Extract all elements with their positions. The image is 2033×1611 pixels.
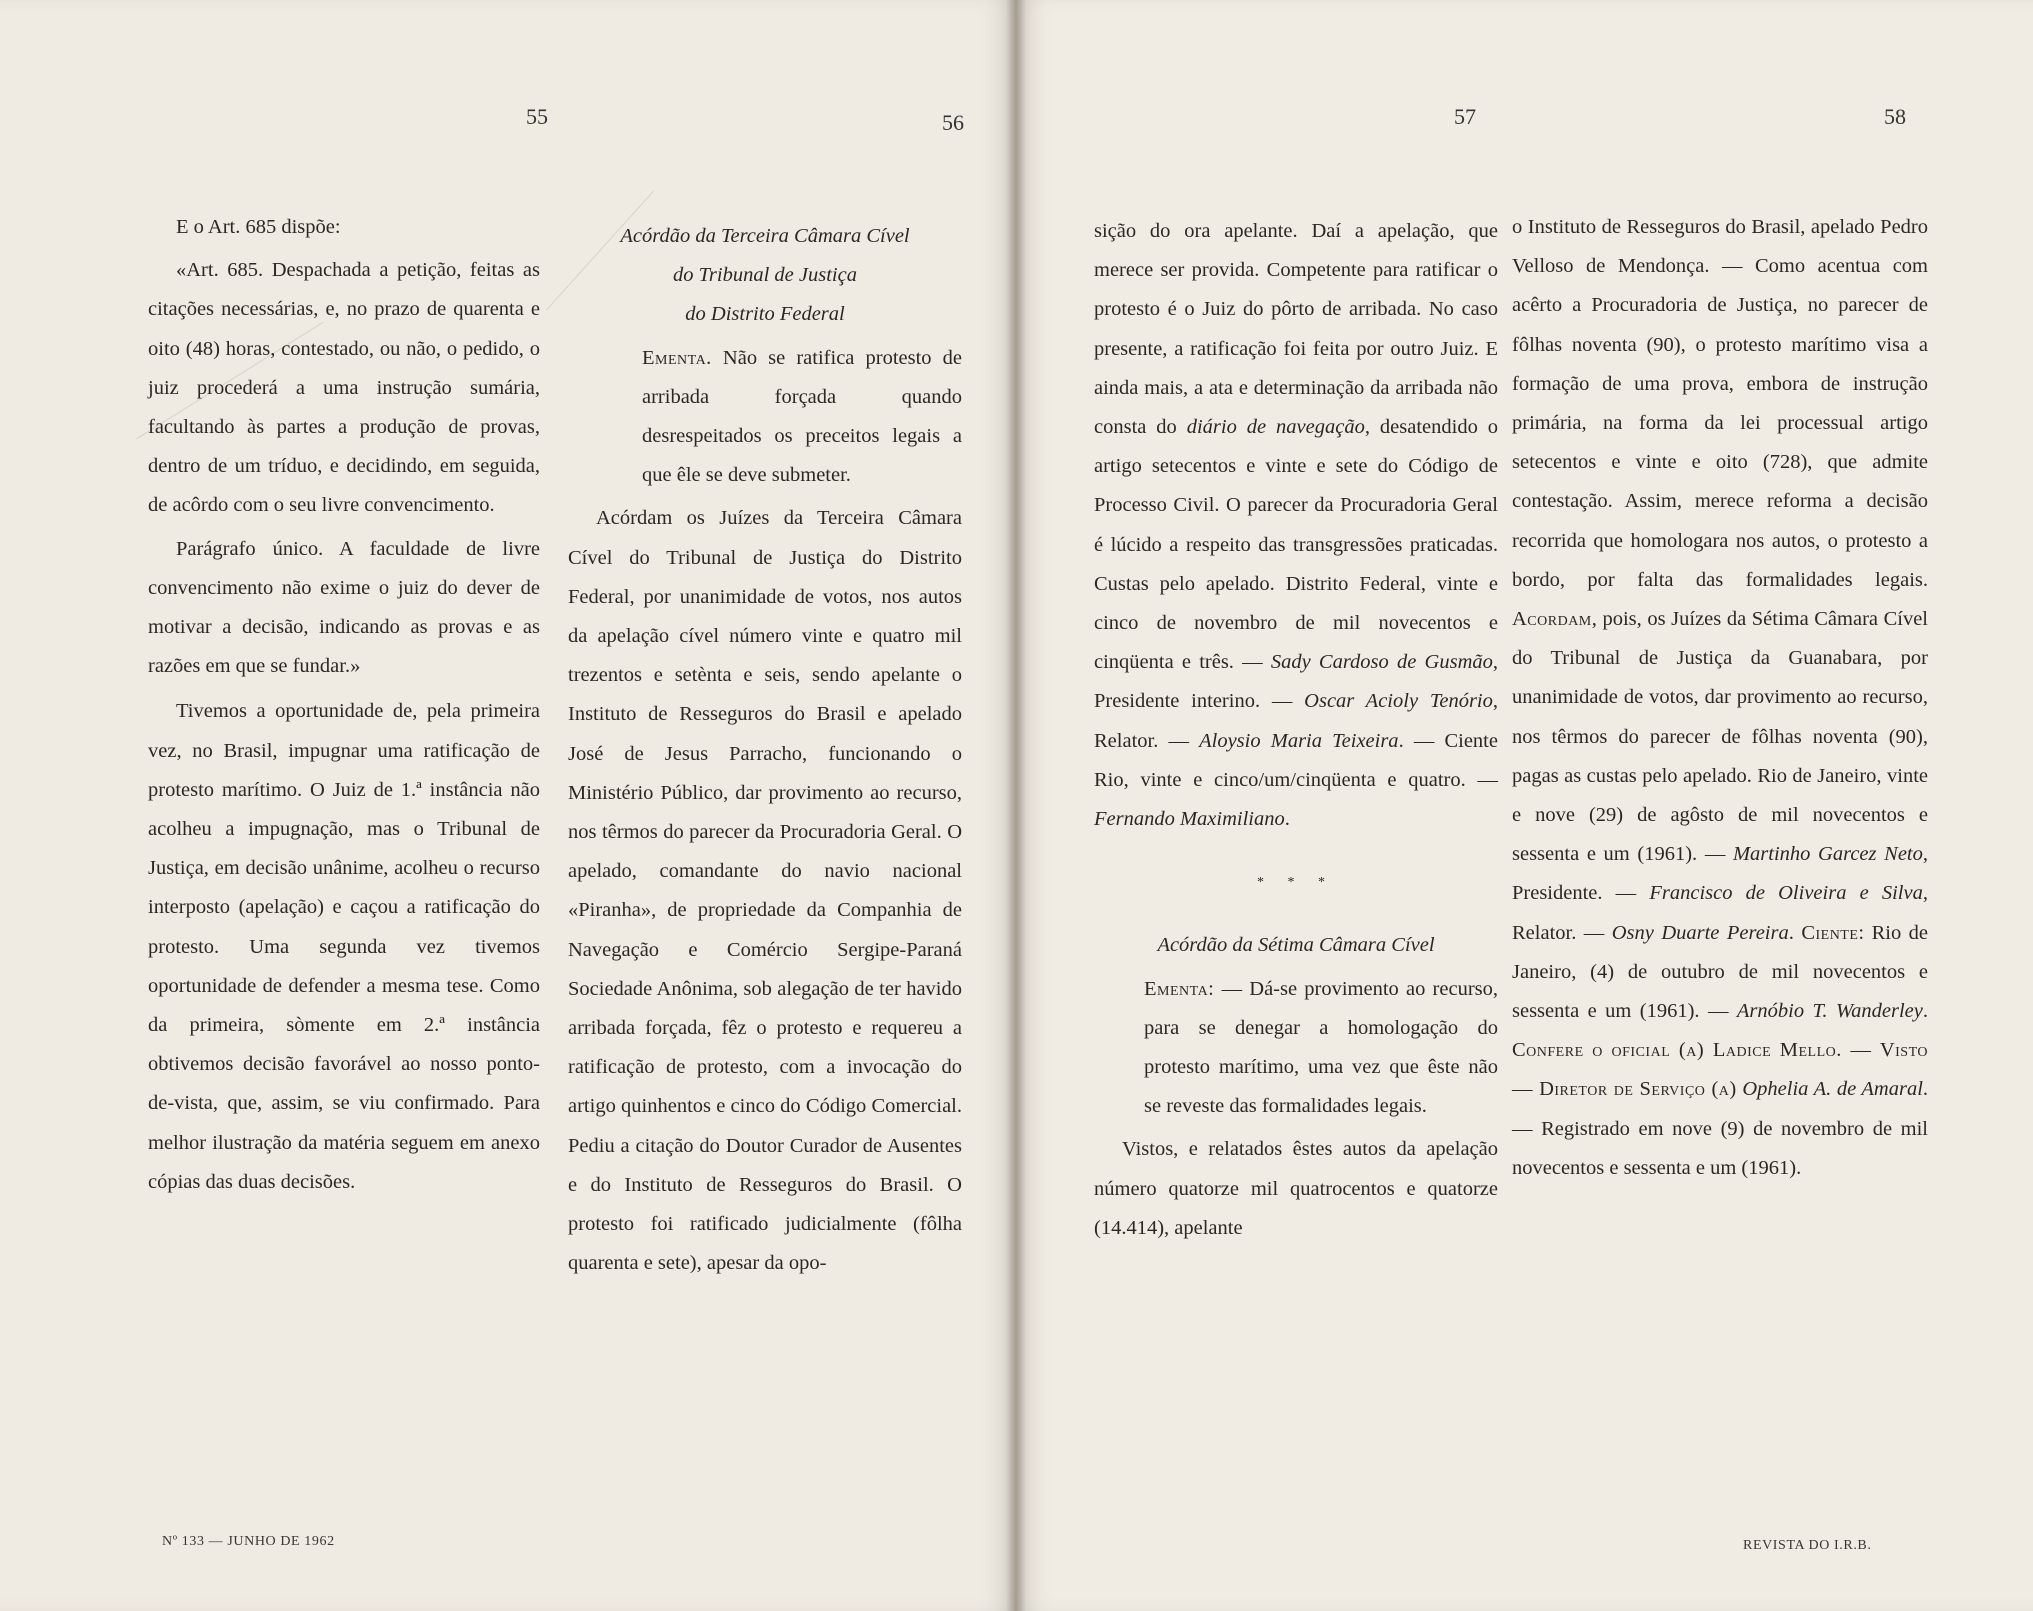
signature: Aloysio Maria Teixeira [1199, 729, 1399, 752]
paragraph: o Instituto de Resseguros do Brasil, apelado Pedro Velloso de Mendonça. — Como acentua com acêrto a Procuradoria de Justiça, no parecer de fôlhas noventa (90), o protesto marítimo visa a formação de uma prova, embora de instrução primária, na forma da lei processual artigo setecentos e vinte e oito (728), que admite contestação. Assim, merece reforma a decisão recorrida que homologara nos autos, o protesto a bordo, por falta das formalidades legais. Acordam, pois, os Juízes da Sétima Câmara Cível do Tribunal de Justiça da Guanabara, por unanimidade de votos, dar provimento ao recurso, nos têrmos do parecer de fôlhas noventa (90), pagas as custas pelo apelado. Rio de Janeiro, vinte e nove (29) de agôsto de mil novecentos e sessenta e um (1961). — Martinho Garcez Neto, Presidente. — Francisco de Oliveira e Silva, Relator. — Osny Duarte Pereira. Ciente: Rio de Janeiro, (4) de outubro de mil novecentos e sessenta e um (1961). — Arnóbio T. Wanderley. Confere o oficial (a) Ladice Mello. — Visto — Diretor de Serviço (a) Ophelia A. de Amaral. — Registrado em nove (9) de novembro de mil novecentos e sessenta e um (1961). [1512, 216, 1929, 1179]
quotation-art-685: «Art. 685. Despachada a petição, feitas as citações necessárias, e, no prazo de quarenta e oito (48) horas, contestado, ou não, o pedido, o juiz procederá a uma instrução sumária, facultando às partes a produção de provas, dentro de um tríduo, e decidindo, em seguida, de acôrdo com o seu livre convencimento. [148, 259, 540, 517]
ementa-label: Ementa. [642, 346, 712, 369]
quotation-paragrafo-unico: Parágrafo único. A faculdade de livre convencimento não exime o juiz do dever de motivar a decisão, indicando as provas e as razões em que se fundar.» [148, 537, 540, 678]
page-number-57: 57 [1454, 104, 1476, 129]
right-page [1016, 0, 2033, 1611]
footer-journal: REVISTA DO I.R.B. [1743, 1538, 1872, 1553]
page-number-58: 58 [1884, 104, 1906, 129]
column-page-55 [148, 208, 540, 1202]
signature: Oscar Acioly Tenório [1304, 690, 1493, 713]
page-number-55: 55 [526, 104, 548, 129]
section-heading: Acórdão da Sétima Câmara Cível [1157, 934, 1435, 957]
ementa-text: — Dá-se provimento ao recurso, para se denegar a homologação do protesto marítimo, uma vez que êste não se reveste das formalidades legais. [1144, 977, 1498, 1118]
signature: Fernando Maximiliano [1094, 808, 1285, 831]
paragraph: sição do ora apelante. Daí a apelação, que merece ser provida. Competente para ratificar o protesto é o Juiz do pôrto de arribada. No caso presente, a ratificação foi feita por outro Juiz. E ainda mais, a ata e determinação da arribada não consta do diário de navegação, desatendido o artigo setecentos e vinte e sete do Código de Processo Civil. O parecer da Procuradoria Geral é lúcido a respeito das transgressões praticadas. Custas pelo apelado. Distrito Federal, vinte e cinco de novembro de mil novecentos e cinqüenta e três. — Sady Cardoso de Gusmão, Presidente interino. — Oscar Acioly Tenório, Relator. — Aloysio Maria Teixeira. — Ciente Rio, vinte e cinco/um/cinqüenta e quatro. — Fernando Maximiliano. [1094, 220, 1499, 831]
ementa [568, 339, 962, 496]
left-page [0, 0, 1016, 1611]
ementa-text: Não se ratifica protesto de arribada forçada quando desrespeitados os preceitos legais a que êle se deve submeter. [642, 346, 962, 487]
signature: Martinho Garcez Neto [1732, 843, 1923, 866]
column-page-57 [1094, 212, 1498, 1248]
signature: Francisco de Oliveira e Silva [1649, 882, 1923, 905]
paragraph: E o Art. 685 dispõe: [176, 216, 341, 238]
paragraph: Acórdam os Juízes da Terceira Câmara Cível do Tribunal de Justiça do Distrito Federal, por unanimidade de votos, nos autos da apelação cível número vinte e quatro mil trezentos e setènta e seis, sendo apelante o Instituto de Resseguros do Brasil e apelado José de Jesus Parracho, funcionando o Ministério Público, dar provimento ao recurso, nos têrmos do parecer da Procuradoria Geral. O apelado, comandante do navio nacional «Piranha», de propriedade da Companhia de Navegação e Comércio Sergipe-Paraná Sociedade Anônima, sob alegação de ter havido arribada forçada, fêz o protesto e requereu a ratificação de protesto, com a invocação do artigo quinhentos e cinco do Código Comercial. Pediu a citação do Doutor Curador de Ausentes e do Instituto de Resseguros do Brasil. O protesto foi ratificado judicialmente (fôlha quarenta e sete), apesar da opo- [568, 507, 962, 1275]
section-heading: Acórdão da Terceira Câmara Cível [620, 225, 910, 247]
paragraph: Tivemos a oportunidade de, pela primeira vez, no Brasil, impugnar uma ratificação de protesto marítimo. O Juiz de 1.ª instância não acolheu a impugnação, mas o Tribunal de Justiça, em decisão unânime, acolheu o recurso interposto (apelação) e caçou a ratificação do protesto. Uma segunda vez tivemos oportunidade de defender a mesma tese. Como da primeira, sòmente em 2.ª instância obtivemos decisão favorável ao nosso ponto-de-vista, que, assim, se viu confirmado. Para melhor ilustração da matéria seguem em anexo cópias das duas decisões. [148, 700, 540, 1193]
signature: Sady Cardoso de Gusmão [1270, 651, 1493, 674]
page-number-56: 56 [942, 110, 964, 135]
ementa-label: Ementa: [1144, 977, 1215, 1000]
section-heading: do Distrito Federal [685, 303, 845, 326]
column-page-56 [568, 217, 962, 1283]
column-page-58 [1512, 208, 1928, 1188]
book-spine [1006, 0, 1026, 1611]
paragraph: Vistos, e relatados êstes autos da apelação número quatorze mil quatrocentos e quatorze (14.414), apelante [1094, 1138, 1498, 1239]
footer-issue: Nº 133 — JUNHO DE 1962 [162, 1534, 335, 1549]
section-divider: * * * [1257, 875, 1335, 891]
ementa [1094, 970, 1498, 1127]
signature: Ophelia A. de Amaral [1742, 1078, 1923, 1101]
signature: Osny Duarte Pereira [1611, 921, 1789, 944]
signature: Arnóbio T. Wanderley [1736, 1000, 1923, 1023]
section-heading: do Tribunal de Justiça [673, 264, 857, 287]
